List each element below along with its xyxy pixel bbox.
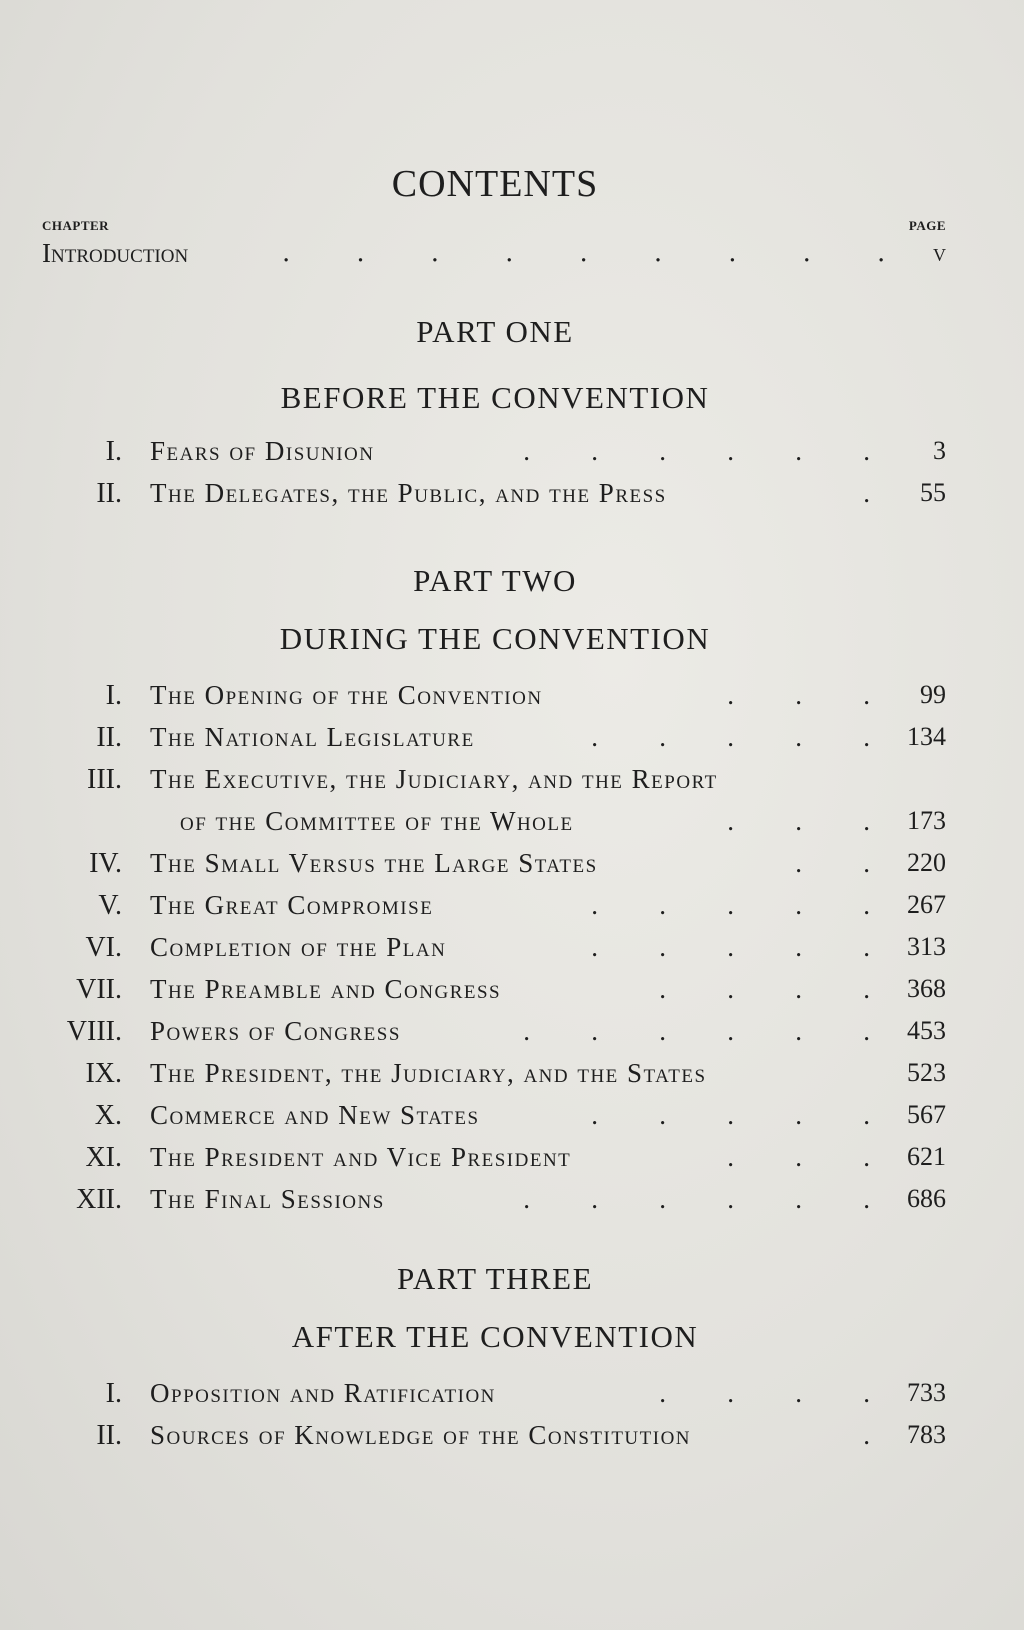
chapter-page: 55 bbox=[920, 478, 946, 507]
page-title: CONTENTS bbox=[391, 163, 599, 205]
chapter-number: IV. bbox=[89, 848, 122, 879]
chapter-title: The Small Versus the Large States bbox=[150, 848, 598, 878]
toc-entry[interactable] bbox=[0, 722, 1024, 760]
dot-leader: . . . . bbox=[659, 974, 870, 1004]
chapter-page: 134 bbox=[907, 722, 946, 751]
toc-entry[interactable] bbox=[0, 1378, 1024, 1416]
chapter-number: VI. bbox=[85, 932, 122, 963]
chapter-title: Fears of Disunion bbox=[150, 436, 375, 466]
dot-leader: . . . bbox=[727, 806, 870, 836]
toc-entry[interactable] bbox=[0, 764, 1024, 802]
chapter-page: 3 bbox=[933, 436, 946, 465]
dot-leader: . . . . . . bbox=[523, 1016, 870, 1046]
chapter-title: Opposition and Ratification bbox=[150, 1378, 496, 1408]
toc-entry[interactable] bbox=[0, 1184, 1024, 1222]
chapter-page: 621 bbox=[907, 1142, 946, 1171]
dot-leader: . . . . . bbox=[591, 722, 870, 752]
toc-entry[interactable] bbox=[0, 1420, 1024, 1458]
chapter-title: The Great Compromise bbox=[150, 890, 434, 920]
chapter-title: The Opening of the Convention bbox=[150, 680, 543, 710]
chapter-title: The Executive, the Judiciary, and the Report bbox=[150, 764, 718, 794]
part-two-subtitle: DURING THE CONVENTION bbox=[279, 621, 711, 656]
chapter-number: I. bbox=[105, 1378, 122, 1409]
dot-leader: . . . bbox=[727, 1142, 870, 1172]
dot-leader: . bbox=[863, 1420, 870, 1450]
chapter-page: 220 bbox=[907, 848, 946, 877]
chapter-page: 733 bbox=[907, 1378, 946, 1407]
part-three-subtitle: AFTER THE CONVENTION bbox=[291, 1319, 699, 1354]
toc-entry[interactable] bbox=[0, 1100, 1024, 1138]
toc-entry[interactable] bbox=[0, 848, 1024, 886]
part-two-heading: PART TWO bbox=[413, 563, 577, 598]
chapter-column-label: CHAPTER bbox=[42, 218, 110, 233]
chapter-title: The Final Sessions bbox=[150, 1184, 385, 1214]
chapter-number: II. bbox=[96, 1420, 122, 1451]
chapter-page: 99 bbox=[920, 680, 946, 709]
dot-leader: . . . . . bbox=[591, 932, 870, 962]
dot-leader: . . . . . . bbox=[523, 436, 870, 466]
chapter-title: Commerce and New States bbox=[150, 1100, 480, 1130]
chapter-number: I. bbox=[105, 680, 122, 711]
chapter-title: Sources of Knowledge of the Constitution bbox=[150, 1420, 692, 1450]
chapter-number: I. bbox=[105, 436, 122, 467]
toc-entry[interactable] bbox=[0, 890, 1024, 928]
chapter-number: V. bbox=[98, 890, 122, 921]
chapter-page: 453 bbox=[907, 1016, 946, 1045]
introduction-page: v bbox=[933, 238, 946, 267]
toc-entry-continuation[interactable] bbox=[0, 806, 1024, 844]
part-three-heading: PART THREE bbox=[396, 1261, 594, 1296]
part-one-heading: PART ONE bbox=[416, 314, 574, 349]
dot-leader: . . . . bbox=[659, 1378, 870, 1408]
introduction-entry[interactable] bbox=[42, 238, 946, 274]
chapter-number: XI. bbox=[85, 1142, 122, 1173]
dot-leader: . . . . . bbox=[591, 890, 870, 920]
dot-leader: . . . . . . . . . bbox=[282, 238, 886, 268]
toc-entry[interactable] bbox=[0, 478, 1024, 516]
chapter-number: IX. bbox=[85, 1058, 122, 1089]
dot-leader: . . . . . bbox=[591, 1100, 870, 1130]
chapter-number: VIII. bbox=[66, 1016, 122, 1047]
toc-entry[interactable] bbox=[0, 1016, 1024, 1054]
chapter-number: II. bbox=[96, 478, 122, 509]
part-one-subtitle: BEFORE THE CONVENTION bbox=[280, 380, 710, 415]
chapter-title: The President and Vice President bbox=[150, 1142, 572, 1172]
toc-entry[interactable] bbox=[0, 680, 1024, 718]
chapter-page: 783 bbox=[907, 1420, 946, 1449]
dot-leader: . . . bbox=[727, 680, 870, 710]
chapter-title: Powers of Congress bbox=[150, 1016, 401, 1046]
chapter-page: 567 bbox=[907, 1100, 946, 1129]
chapter-number: X. bbox=[94, 1100, 122, 1131]
chapter-number: II. bbox=[96, 722, 122, 753]
toc-entry[interactable] bbox=[0, 1058, 1024, 1096]
toc-entry[interactable] bbox=[0, 932, 1024, 970]
dot-leader: . bbox=[863, 478, 870, 508]
toc-entry[interactable] bbox=[0, 436, 1024, 474]
toc-entry[interactable] bbox=[0, 1142, 1024, 1180]
chapter-title: The National Legislature bbox=[150, 722, 475, 752]
page-column-label: PAGE bbox=[908, 218, 946, 233]
chapter-number: XII. bbox=[76, 1184, 122, 1215]
introduction-label: Introduction bbox=[42, 238, 189, 268]
chapter-page: 368 bbox=[907, 974, 946, 1003]
chapter-title: The President, the Judiciary, and the States bbox=[150, 1058, 707, 1088]
chapter-page: 313 bbox=[907, 932, 946, 961]
chapter-page: 523 bbox=[907, 1058, 946, 1087]
toc-entry[interactable] bbox=[0, 974, 1024, 1012]
chapter-title-continuation: of the Committee of the Whole bbox=[180, 806, 574, 836]
dot-leader: . . bbox=[795, 848, 870, 878]
chapter-title: The Preamble and Congress bbox=[150, 974, 502, 1004]
chapter-title: Completion of the Plan bbox=[150, 932, 447, 962]
chapter-page: 173 bbox=[907, 806, 946, 835]
chapter-page: 267 bbox=[907, 890, 946, 919]
dot-leader: . . . . . . bbox=[523, 1184, 870, 1214]
chapter-page: 686 bbox=[907, 1184, 946, 1213]
chapter-number: VII. bbox=[76, 974, 122, 1005]
chapter-number: III. bbox=[87, 764, 122, 795]
chapter-title: The Delegates, the Public, and the Press bbox=[150, 478, 667, 508]
